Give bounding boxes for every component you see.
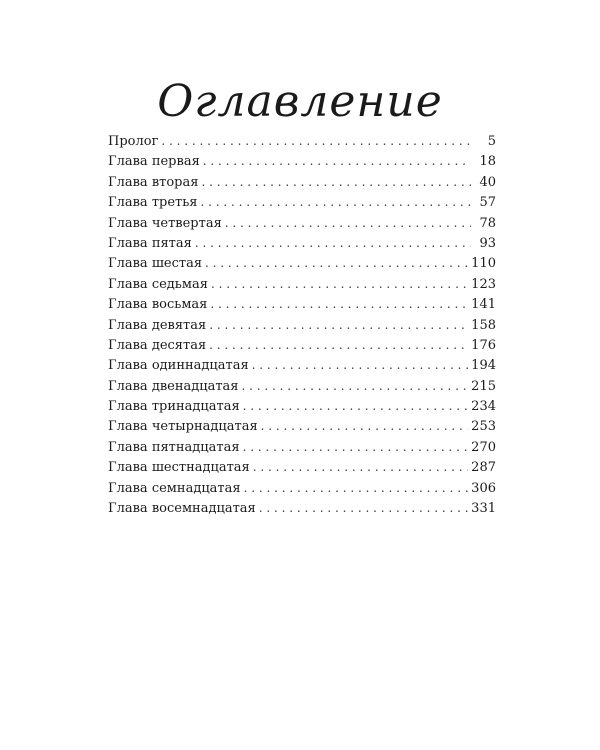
toc-entry-label: Глава тринадцатая — [108, 399, 240, 415]
toc-entry — [108, 274, 496, 294]
toc-entry-page: 158 — [471, 317, 496, 333]
toc-leader-dots — [209, 315, 468, 335]
toc-entry-label: Глава первая — [108, 154, 200, 170]
toc-entry — [108, 457, 496, 477]
toc-leader-dots — [244, 478, 469, 498]
toc-leader-dots — [243, 396, 469, 416]
toc-entry-label: Глава третья — [108, 195, 198, 211]
toc-entry — [108, 376, 496, 396]
toc-entry-label: Глава восемнадцатая — [108, 501, 256, 517]
toc-entry — [108, 478, 496, 498]
toc-entry — [108, 315, 496, 335]
toc-entry-page: 234 — [471, 399, 496, 415]
toc-entry-label: Глава четвертая — [108, 215, 222, 231]
toc-entry — [108, 131, 496, 151]
table-of-contents — [108, 131, 496, 518]
toc-entry — [108, 233, 496, 253]
toc-entry-page: 306 — [471, 480, 496, 496]
toc-entry-page: 253 — [471, 419, 496, 435]
toc-entry-label: Глава семнадцатая — [108, 480, 241, 496]
toc-entry-page: 141 — [471, 297, 496, 313]
toc-entry-label: Глава шестнадцатая — [108, 460, 250, 476]
toc-leader-dots — [205, 253, 468, 273]
toc-entry — [108, 253, 496, 273]
toc-entry-page: 270 — [471, 439, 496, 455]
toc-entry-page: 18 — [479, 154, 496, 170]
toc-entry-page: 110 — [471, 256, 496, 272]
toc-entry-page: 123 — [471, 276, 496, 292]
toc-entry — [108, 192, 496, 212]
toc-entry — [108, 437, 496, 457]
toc-entry — [108, 172, 496, 192]
toc-leader-dots — [225, 213, 471, 233]
toc-leader-dots — [211, 274, 468, 294]
toc-entry-page: 57 — [479, 195, 496, 211]
toc-entry-page: 194 — [471, 358, 496, 374]
toc-entry-page: 5 — [487, 134, 496, 149]
toc-leader-dots — [259, 498, 468, 518]
toc-entry-label: Глава десятая — [108, 337, 207, 353]
toc-entry-label: Глава восьмая — [108, 297, 208, 313]
toc-entry-label: Пролог — [108, 134, 159, 149]
toc-entry-page: 176 — [471, 337, 496, 353]
toc-entry-page: 93 — [479, 235, 496, 251]
toc-entry-page: 40 — [479, 174, 496, 190]
toc-leader-dots — [261, 416, 469, 436]
toc-leader-dots — [243, 437, 469, 457]
toc-entry-label: Глава четырнадцатая — [108, 419, 258, 435]
toc-entry-label: Глава девятая — [108, 317, 207, 333]
toc-entry-page: 287 — [471, 460, 496, 476]
toc-leader-dots — [252, 355, 469, 375]
toc-leader-dots — [201, 172, 471, 192]
toc-entry — [108, 396, 496, 416]
toc-entry-label: Глава двенадцатая — [108, 378, 239, 394]
toc-entry — [108, 498, 496, 518]
toc-leader-dots — [210, 294, 468, 314]
toc-entry-page: 331 — [471, 501, 496, 517]
toc-entry — [108, 416, 496, 436]
toc-entry-label: Глава пятнадцатая — [108, 439, 240, 455]
toc-entry-label: Глава пятая — [108, 235, 192, 251]
toc-entry-label: Глава седьмая — [108, 276, 208, 292]
toc-leader-dots — [195, 233, 471, 253]
toc-leader-dots — [209, 335, 468, 355]
toc-entry — [108, 355, 496, 375]
toc-leader-dots — [161, 131, 471, 151]
toc-entry-label: Глава вторая — [108, 174, 199, 190]
toc-entry — [108, 151, 496, 171]
toc-entry-label: Глава одиннадцатая — [108, 358, 249, 374]
toc-leader-dots — [253, 457, 468, 477]
toc-leader-dots — [242, 376, 469, 396]
toc-entry — [108, 294, 496, 314]
toc-leader-dots — [203, 151, 471, 171]
toc-entry — [108, 335, 496, 355]
toc-leader-dots — [201, 192, 472, 212]
toc-entry-page: 215 — [471, 378, 496, 394]
toc-entry-page: 78 — [479, 215, 496, 231]
toc-entry — [108, 213, 496, 233]
toc-entry-label: Глава шестая — [108, 256, 203, 272]
page-title: Оглавление — [157, 76, 443, 127]
